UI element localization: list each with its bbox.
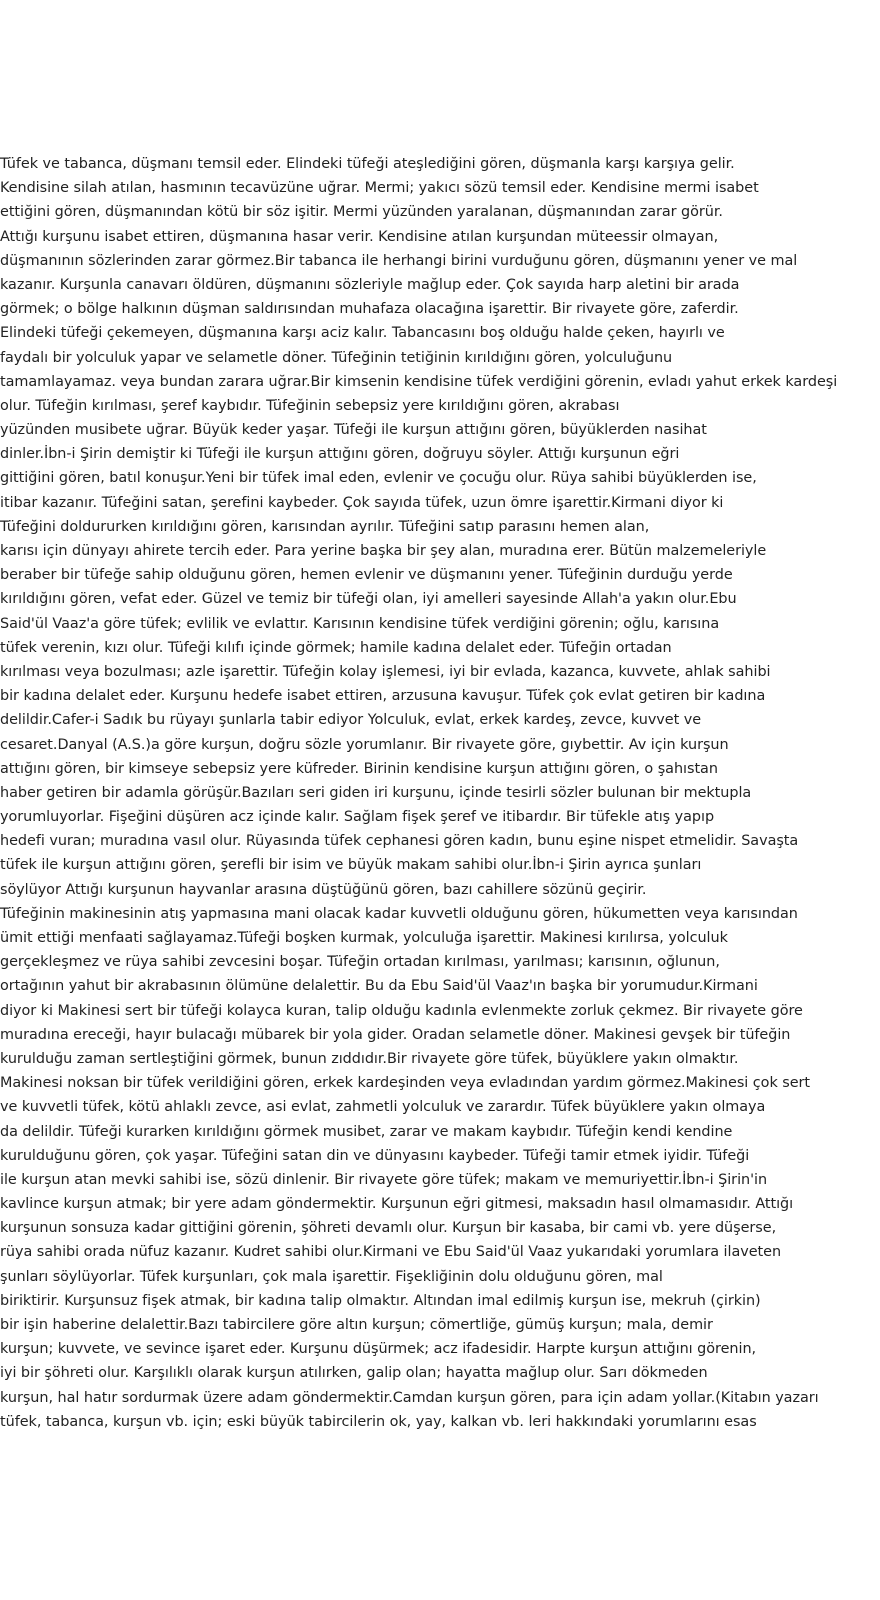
text-line: ile kurşun atan mevki sahibi ise, sözü dinlenir. Bir rivayete göre tüfek; makam ve memuriyettir.İbn-i Şirin'in: [0, 1171, 768, 1188]
text-line: kavlince kurşun atmak; bir yere adam göndermektir. Kurşunun eğri gitmesi, maksadın hasıl olmamasıdır. Attığı: [0, 1196, 794, 1213]
article-body: [0, 152, 880, 1434]
text-line: ümit ettiği menfaati sağlayamaz.Tüfeği boşken kurmak, yolculuğa işarettir. Makinesi kırılırsa, yolculuk: [0, 930, 728, 946]
text-line: biriktirir. Kurşunsuz fişek atmak, bir kadına talip olmaktır. Altından imal edilmiş kurşun ise, mekruh (çirkin): [0, 1292, 761, 1309]
text-line: Attığı kurşunu isabet ettiren, düşmanına hasar verir. Kendisine atılan kurşundan müteessir olmayan,: [0, 228, 719, 245]
text-line: düşmanının sözlerinden zarar görmez.Bir tabanca ile herhangi birini vurduğunu gören, düşmanını yener ve mal: [0, 252, 798, 269]
text-line: haber getiren bir adamla görüşür.Bazıları seri giden iri kurşunu, içinde tesirli sözler bulunan bir mektupla: [0, 784, 752, 801]
text-line: da delildir. Tüfeği kurarken kırıldığını görmek musibet, zarar ve makam kaybıdır. Tüfeğin kendi kendine: [0, 1123, 733, 1140]
text-line: rüya sahibi orada nüfuz kazanır. Kudret sahibi olur.Kirmani ve Ebu Said'ül Vaaz yukarıdaki yorumlara ilaveten: [0, 1244, 782, 1261]
text-line: yorumluyorlar. Fişeğini düşüren acz içinde kalır. Sağlam fişek şeref ve itibardır. Bir tüfekle atış yapıp: [0, 809, 715, 826]
text-line: kırılması veya bozulması; azle işarettir. Tüfeğin kolay işlemesi, iyi bir evlada, kazanca, kuvvete, ahlak sahibi: [0, 663, 771, 680]
text-line: kazanır. Kurşunla canavarı öldüren, düşmanını sözleriyle mağlup eder. Çok sayıda harp aletini bir arada: [0, 276, 740, 293]
text-line: karısı için dünyayı ahirete tercih eder. Para yerine başka bir şey alan, muradına erer. Bütün malzemeleriyle: [0, 543, 767, 559]
text-line: tamamlayamaz. veya bundan zarara uğrar.Bir kimsenin kendisine tüfek verdiğini görenin, evladı yahut erkek kardeşi: [0, 373, 838, 390]
text-line: ettiğini gören, düşmanından kötü bir söz işitir. Mermi yüzünden yaralanan, düşmanından zarar görür.: [0, 204, 723, 221]
text-line: tüfek verenin, kızı olur. Tüfeği kılıfı içinde görmek; hamile kadına delalet eder. Tüfeğin ortadan: [0, 639, 672, 656]
text-line: kurşunun sonsuza kadar gittiğini görenin, şöhreti devamlı olur. Kurşun bir kasaba, bir cami vb. yere düşerse,: [0, 1220, 777, 1237]
text-line: kırıldığını gören, vefat eder. Güzel ve temiz bir tüfeği olan, iyi amelleri sayesinde Allah'a yakın olur.Ebu: [0, 591, 737, 608]
text-line: bir kadına delalet eder. Kurşunu hedefe isabet ettiren, arzusuna kavuşur. Tüfek çok evlat getiren bir kadına: [0, 688, 766, 705]
text-line: Tüfeğinin makinesinin atış yapmasına mani olacak kadar kuvvetli olduğunu gören, hükumetten veya karısından: [0, 905, 798, 922]
text-line: muradına ereceği, hayır bulacağı mübarek bir yola gider. Oradan selametle döner. Makinesi gevşek bir tüfeğin: [0, 1026, 791, 1043]
text-line: tüfek, tabanca, kurşun vb. için; eski büyük tabircilerin ok, yay, kalkan vb. leri hakkındaki yorumlarını esas: [0, 1413, 757, 1430]
text-line: kurşun, hal hatır sordurmak üzere adam göndermektir.Camdan kurşun gören, para için adam yollar.(Kitabın yazarı: [0, 1389, 819, 1406]
text-line: dinler.İbn-i Şirin demiştir ki Tüfeği ile kurşun attığını gören, doğruyu söyler. Attığı kurşunun eğri: [0, 446, 680, 463]
text-line: söylüyor Attığı kurşunun hayvanlar arasına düştüğünü gören, bazı cahillere sözünü geçirir.: [0, 881, 647, 898]
text-line: attığını gören, bir kimseye sebepsiz yere küfreder. Birinin kendisine kurşun attığını gören, o şahıstan: [0, 760, 718, 777]
text-line: cesaret.Danyal (A.S.)a göre kurşun, doğru sözle yorumlanır. Bir rivayete göre, gıybettir. Av için kurşun: [0, 736, 729, 753]
text-line: olur. Tüfeğin kırılması, şeref kaybıdır. Tüfeğinin sebepsiz yere kırıldığını gören, akrabası: [0, 397, 620, 414]
text-line: yüzünden musibete uğrar. Büyük keder yaşar. Tüfeği ile kurşun attığını gören, büyüklerden nasihat: [0, 422, 707, 439]
text-line: kurulduğunu gören, çok yaşar. Tüfeğini satan din ve dünyasını kaybeder. Tüfeği tamir etmek iyidir. Tüfeği: [0, 1147, 750, 1164]
text-line: itibar kazanır. Tüfeğini satan, şerefini kaybeder. Çok sayıda tüfek, uzun ömre işarettir.Kirmani diyor ki: [0, 494, 724, 511]
text-line: Makinesi noksan bir tüfek verildiğini gören, erkek kardeşinden veya evladından yardım görmez.Makinesi çok sert: [0, 1075, 811, 1092]
text-line: iyi bir şöhreti olur. Karşılıklı olarak kurşun atılırken, galip olan; hayatta mağlup olur. Sarı dökmeden: [0, 1365, 708, 1382]
text-line: hedefi vuran; muradına vasıl olur. Rüyasında tüfek cephanesi gören kadın, bunu eşine nispet etmelidir. Savaşta: [0, 833, 799, 850]
text-line: gittiğini gören, batıl konuşur.Yeni bir tüfek imal eden, evlenir ve çocuğu olur. Rüya sahibi büyüklerden ise,: [0, 470, 757, 487]
text-line: Kendisine silah atılan, hasmının tecavüzüne uğrar. Mermi; yakıcı sözü temsil eder. Kendisine mermi isabet: [0, 180, 759, 197]
text-line: Said'ül Vaaz'a göre tüfek; evlilik ve evlattır. Karısının kendisine tüfek verdiğini görenin; oğlu, karısına: [0, 615, 720, 632]
text-line: tüfek ile kurşun attığını gören, şerefli bir isim ve büyük makam sahibi olur.İbn-i Şirin ayrıca şunları: [0, 857, 702, 874]
text-line: şunları söylüyorlar. Tüfek kurşunları, çok mala işarettir. Fişekliğinin dolu olduğunu gören, mal: [0, 1268, 663, 1285]
text-line: delildir.Cafer-i Sadık bu rüyayı şunlarla tabir ediyor Yolculuk, evlat, erkek kardeş, zevce, kuvvet ve: [0, 712, 702, 729]
text-line: Elindeki tüfeği çekemeyen, düşmanına karşı aciz kalır. Tabancasını boş olduğu halde çeken, hayırlı ve: [0, 325, 725, 342]
text-line: beraber bir tüfeğe sahip olduğunu gören, hemen evlenir ve düşmanını yener. Tüfeğinin durduğu yerde: [0, 567, 733, 584]
text-line: diyor ki Makinesi sert bir tüfeği kolayca kuran, talip olduğu kadınla evlenmekte zorluk çekmez. Bir rivayete göre: [0, 1002, 803, 1019]
text-line: kurulduğu zaman sertleştiğini görmek, bunun zıddıdır.Bir rivayete göre tüfek, büyüklere yakın olmaktır.: [0, 1050, 739, 1067]
text-line: Tüfeğini doldururken kırıldığını gören, karısından ayrılır. Tüfeğini satıp parasını hemen alan,: [0, 518, 650, 535]
text-line: ortağının yahut bir akrabasının ölümüne delalettir. Bu da Ebu Said'ül Vaaz'ın başka bir yorumudur.Kirmani: [0, 978, 758, 995]
text-line: görmek; o bölge halkının düşman saldırısından muhafaza olacağına işarettir. Bir rivayete göre, zaferdir.: [0, 301, 739, 318]
text-line: bir işin haberine delalettir.Bazı tabircilere göre altın kurşun; cömertliğe, gümüş kurşun; mala, demir: [0, 1317, 713, 1333]
text-line: kurşun; kuvvete, ve sevince işaret eder. Kurşunu düşürmek; acz ifadesidir. Harpte kurşun attığını görenin,: [0, 1341, 757, 1358]
text-line: gerçekleşmez ve rüya sahibi zevcesini boşar. Tüfeğin ortadan kırılması, yarılması; karısının, oğlunun,: [0, 954, 720, 971]
text-line: ve kuvvetli tüfek, kötü ahlaklı zevce, asi evlat, zahmetli yolculuk ve zarardır. Tüfek büyüklere yakın olmaya: [0, 1099, 766, 1116]
text-line: Tüfek ve tabanca, düşmanı temsil eder. Elindeki tüfeği ateşlediğini gören, düşmanla karşı karşıya gelir.: [0, 156, 735, 172]
text-line: faydalı bir yolculuk yapar ve selametle döner. Tüfeğinin tetiğinin kırıldığını gören, yolculuğunu: [0, 349, 673, 366]
